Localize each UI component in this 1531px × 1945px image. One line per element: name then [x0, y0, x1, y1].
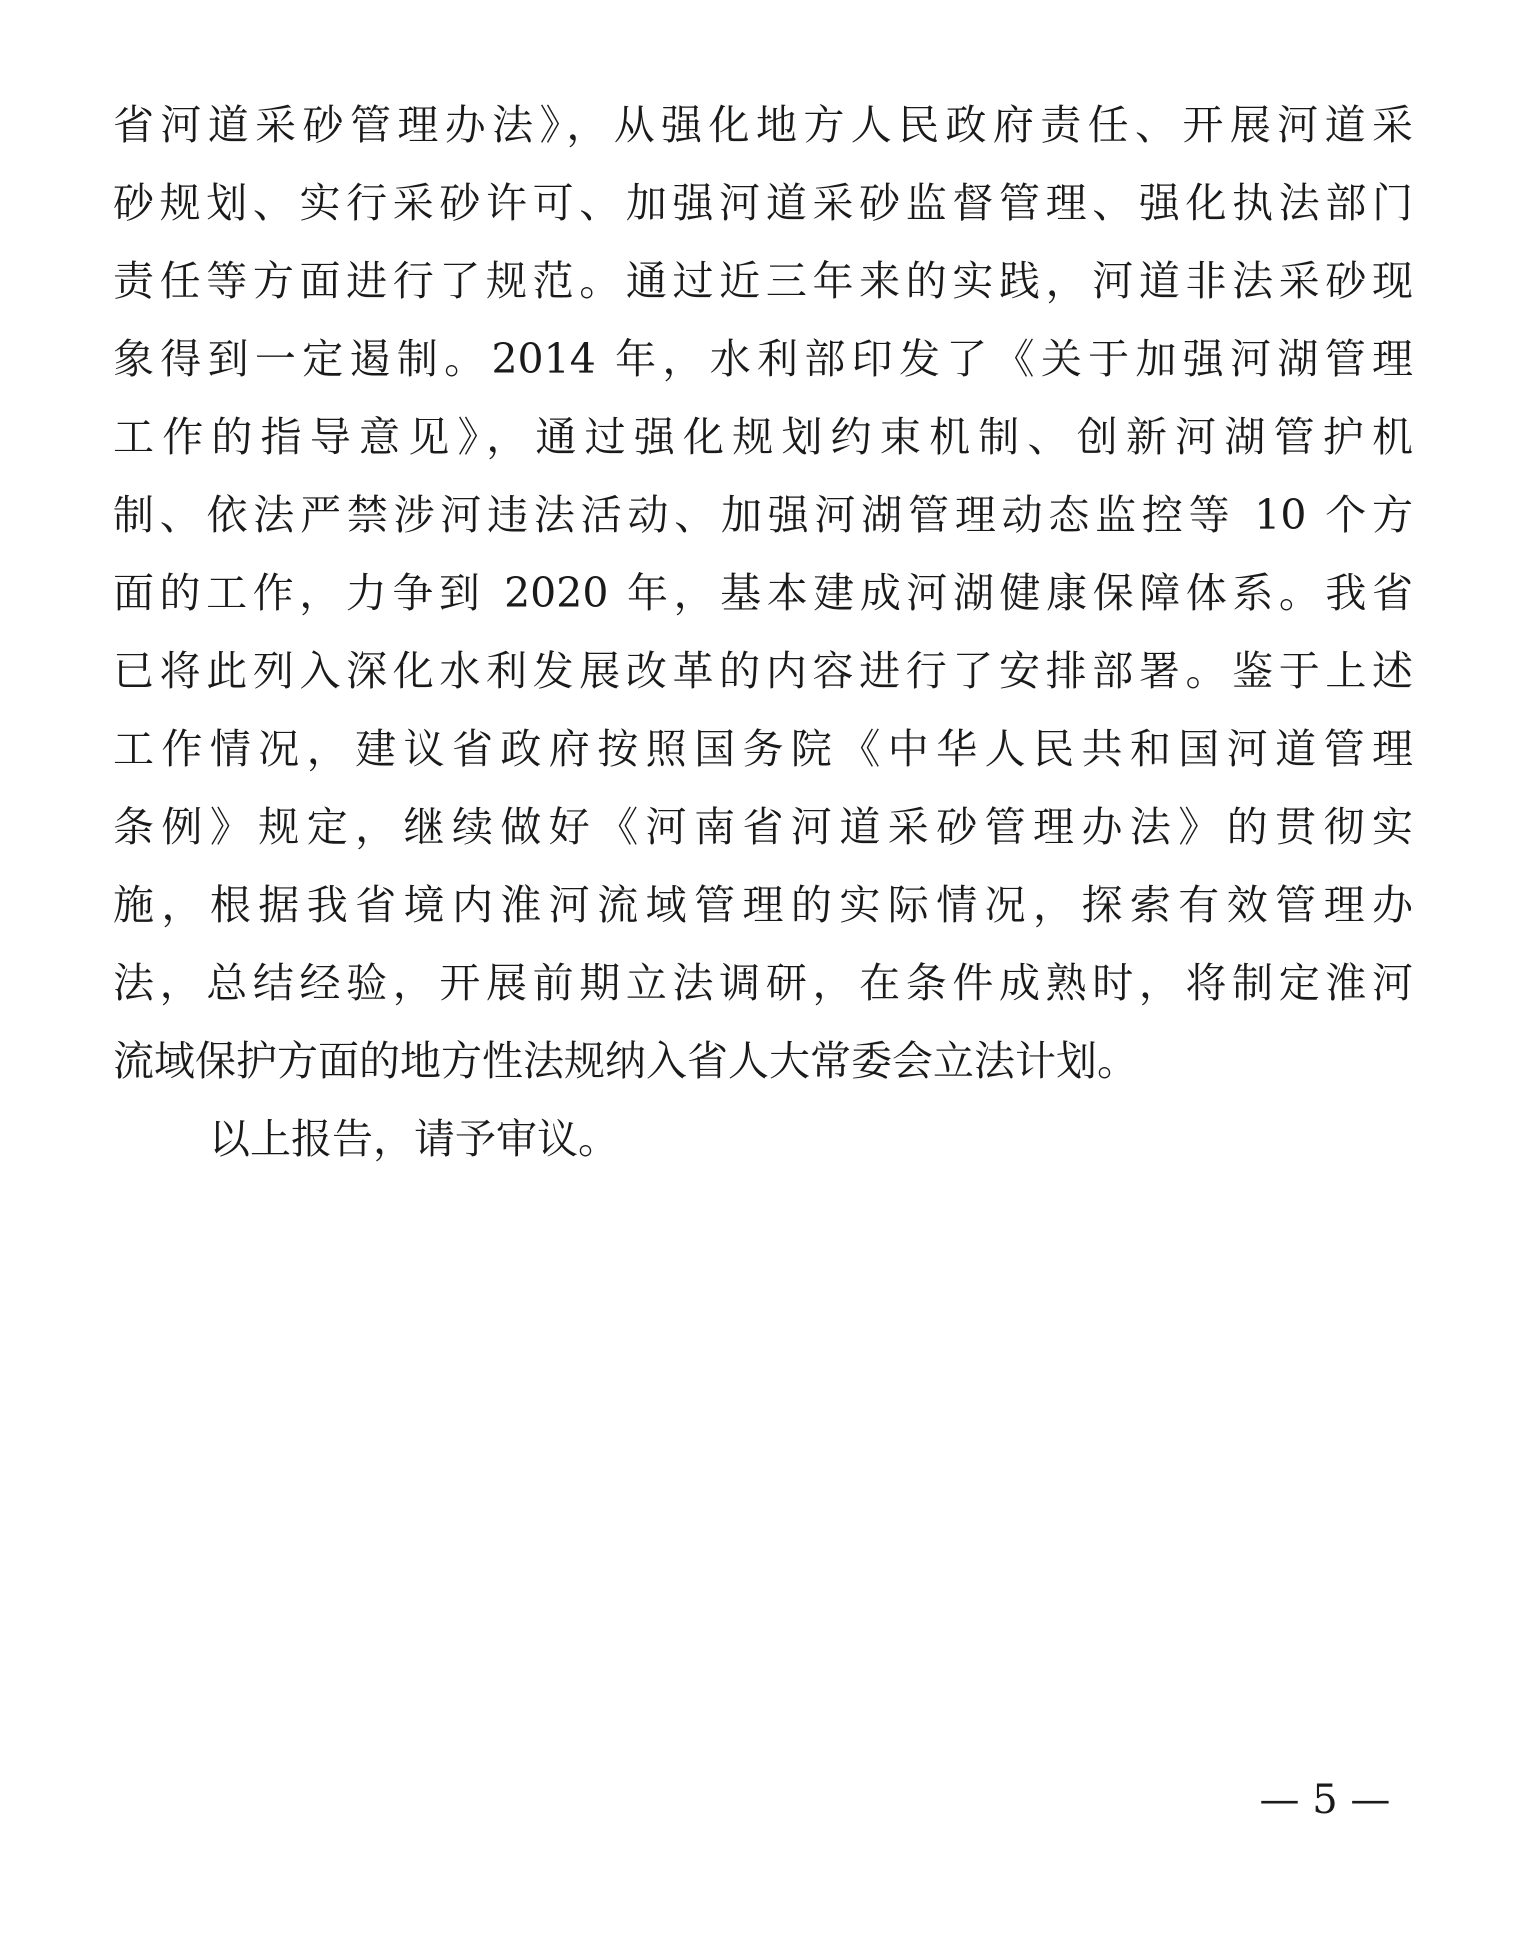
text-line: 法，总结经验，开展前期立法调研，在条件成熟时，将制定淮河 [113, 959, 1413, 1007]
closing-statement: 以上报告，请予审议。 [209, 1115, 619, 1163]
text-line: 施，根据我省境内淮河流域管理的实际情况，探索有效管理办 [113, 881, 1413, 929]
text-line: 条例》规定，继续做好《河南省河道采砂管理办法》的贯彻实 [113, 803, 1413, 851]
text-line: 工作情况，建议省政府按照国务院《中华人民共和国河道管理 [113, 725, 1413, 773]
text-line: 制、依法严禁涉河违法活动、加强河湖管理动态监控等 10 个方 [113, 491, 1413, 539]
text-line: 象得到一定遏制。2014 年，水利部印发了《关于加强河湖管理 [113, 335, 1413, 383]
body-text [113, 86, 1413, 1178]
page-number: — 5 — [1259, 1777, 1391, 1823]
text-line: 流域保护方面的地方性法规纳入省人大常委会立法计划。 [113, 1037, 1138, 1085]
text-line: 砂规划、实行采砂许可、加强河道采砂监督管理、强化执法部门 [113, 179, 1413, 227]
text-line: 责任等方面进行了规范。通过近三年来的实践，河道非法采砂现 [113, 257, 1413, 305]
text-line: 省河道采砂管理办法》，从强化地方人民政府责任、开展河道采 [113, 101, 1413, 149]
text-line: 工作的指导意见》，通过强化规划约束机制、创新河湖管护机 [113, 413, 1413, 461]
text-line: 已将此列入深化水利发展改革的内容进行了安排部署。鉴于上述 [113, 647, 1413, 695]
text-line: 面的工作，力争到 2020 年，基本建成河湖健康保障体系。我省 [113, 569, 1413, 617]
